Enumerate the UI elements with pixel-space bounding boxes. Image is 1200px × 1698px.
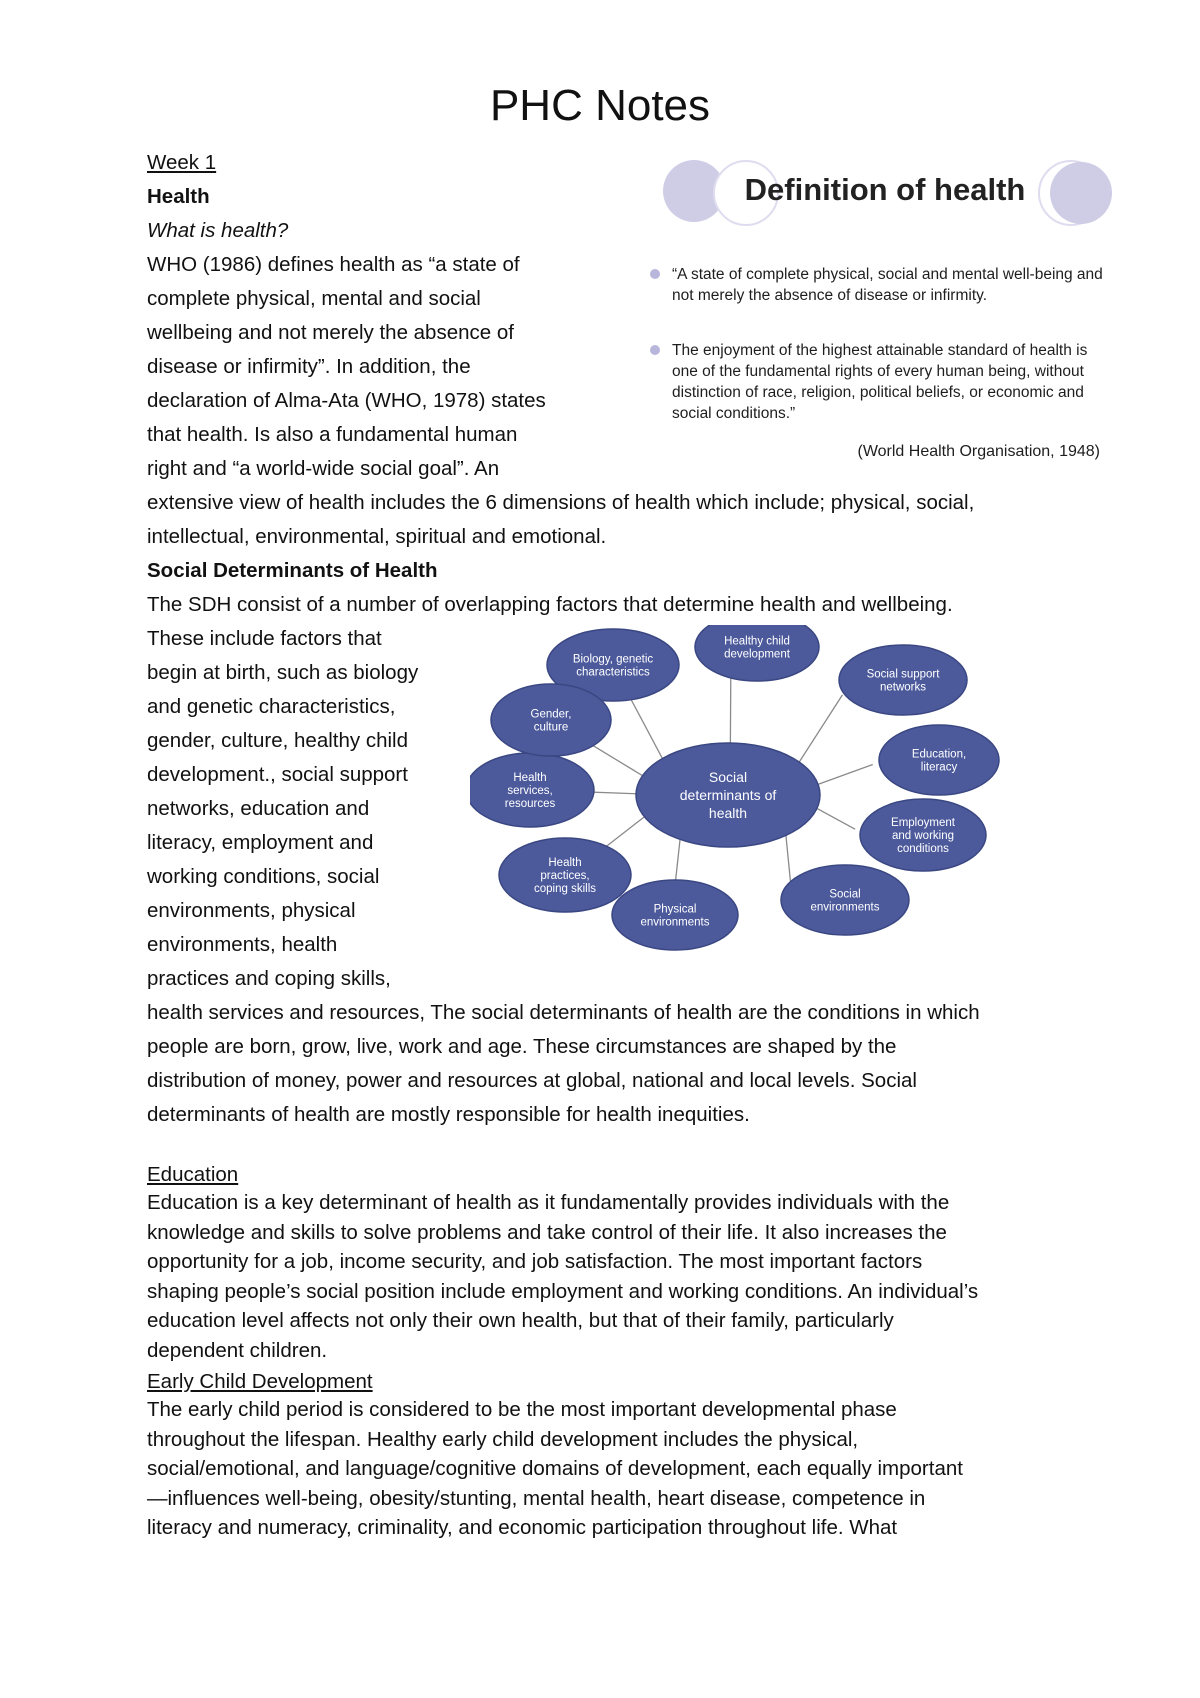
diagram-node-label-line: practices, bbox=[540, 870, 590, 883]
diagram-node-label-line: Biology, genetic bbox=[572, 653, 654, 666]
paragraph-line: networks, education and bbox=[147, 797, 370, 820]
bullet-icon bbox=[650, 345, 660, 355]
slide-citation: (World Health Organisation, 1948) bbox=[857, 443, 1100, 460]
paragraph-line: knowledge and skills to solve problems and take control of their life. It also increases the bbox=[147, 1220, 947, 1244]
health-paragraph-narrow bbox=[147, 248, 627, 486]
diagram-node-label-line: resources bbox=[504, 798, 556, 811]
paragraph-line: and genetic characteristics, bbox=[147, 695, 396, 718]
diagram-connector bbox=[786, 832, 791, 881]
diagram-node-label-line: coping skills bbox=[534, 883, 596, 896]
paragraph-line: literacy, employment and bbox=[147, 831, 374, 854]
week-label: Week 1 bbox=[147, 151, 217, 174]
diagram-node-label-line: Social bbox=[829, 888, 861, 901]
diagram-node-label-line: Employment bbox=[891, 817, 955, 830]
diagram-node-label-line: literacy bbox=[920, 761, 958, 774]
ecd-paragraph bbox=[147, 1395, 1107, 1543]
definition-slide-image bbox=[630, 150, 1110, 475]
health-question: What is health? bbox=[147, 219, 289, 242]
diagram-node-label-line: Physical bbox=[653, 903, 697, 916]
paragraph-line: The early child period is considered to be the most important developmental phase bbox=[147, 1398, 897, 1421]
paragraph-line: health services and resources, The social determinants of health are the conditions in which bbox=[147, 1001, 980, 1024]
paragraph-line: people are born, grow, live, work and age. These circumstances are shaped by the bbox=[147, 1035, 897, 1058]
diagram-node-label-line: services, bbox=[507, 785, 553, 798]
diagram-node-label bbox=[573, 654, 654, 679]
diagram-node-label-line: Health bbox=[548, 857, 582, 870]
paragraph-line: working conditions, social bbox=[147, 865, 380, 888]
diagram-node-label-line: development bbox=[724, 648, 790, 661]
education-heading: Education bbox=[147, 1163, 239, 1186]
diagram-node-label-line: environments bbox=[640, 916, 710, 929]
paragraph-line: social/emotional, and language/cognitive domains of development, each equally important bbox=[147, 1457, 963, 1480]
paragraph-line: environments, physical bbox=[147, 899, 356, 922]
paragraph-line: literacy and numeracy, criminality, and economic participation throughout life. What bbox=[147, 1516, 898, 1539]
slide-bullet bbox=[650, 264, 1105, 306]
paragraph-line: shaping people’s social position include employment and working conditions. An individual’s bbox=[147, 1279, 979, 1303]
page-title: PHC Notes bbox=[489, 81, 711, 130]
paragraph-line: determinants of health are mostly responsible for health inequities. bbox=[147, 1103, 750, 1126]
sdh-heading: Social Determinants of Health bbox=[147, 559, 438, 582]
sdh-diagram bbox=[470, 625, 1030, 985]
paragraph-line: wellbeing and not merely the absence of bbox=[147, 321, 514, 344]
diagram-connector bbox=[814, 765, 873, 786]
diagram-node-label bbox=[724, 636, 791, 661]
diagram-node-label-line: characteristics bbox=[576, 666, 650, 679]
diagram-node-label-line: Social support bbox=[866, 668, 940, 681]
paragraph-line: These include factors that bbox=[147, 627, 382, 650]
paragraph-line: declaration of Alma-Ata (WHO, 1978) states bbox=[147, 389, 546, 412]
paragraph-line: throughout the lifespan. Healthy early child development includes the physical, bbox=[147, 1427, 859, 1451]
diagram-connector bbox=[797, 695, 842, 765]
paragraph-line: education level affects not only their own health, but that of their family, particularly bbox=[147, 1309, 894, 1332]
slide-bullet-text: The enjoyment of the highest attainable standard of health is one of the fundamental rights of every human being, without distinction of race, religion, political beliefs, or economic and social conditions.” bbox=[672, 342, 1088, 422]
diagram-node-label bbox=[531, 709, 572, 734]
paragraph-line: complete physical, mental and social bbox=[147, 287, 481, 310]
health-heading: Health bbox=[147, 185, 210, 208]
diagram-node-label-line: culture bbox=[533, 721, 569, 734]
slide-bullet bbox=[650, 340, 1105, 424]
paragraph-line: that health. Is also a fundamental human bbox=[147, 423, 518, 446]
slide-bullet-text: “A state of complete physical, social and mental well-being and not merely the absence of disease or infirmity. bbox=[672, 266, 1103, 304]
diagram-center-label-line: determinants of bbox=[679, 786, 777, 803]
slide-title: Definition of health bbox=[744, 172, 1026, 207]
paragraph-line: dependent children. bbox=[147, 1338, 328, 1362]
paragraph-line: right and “a world-wide social goal”. An bbox=[147, 457, 500, 480]
sdh-intro: The SDH consist of a number of overlapping factors that determine health and wellbeing. bbox=[147, 593, 953, 616]
sdh-paragraph-full bbox=[147, 996, 1107, 1132]
sdh-paragraph-narrow bbox=[147, 622, 467, 996]
diagram-node-label-line: Healthy child bbox=[724, 635, 790, 648]
paragraph-line: —influences well-being, obesity/stunting, mental health, heart disease, competence in bbox=[147, 1486, 926, 1510]
paragraph-line: distribution of money, power and resources at global, national and local levels. Social bbox=[147, 1069, 917, 1092]
paragraph-line: WHO (1986) defines health as “a state of bbox=[147, 253, 520, 276]
bullet-icon bbox=[650, 269, 660, 279]
diagram-node-label-line: Education, bbox=[911, 748, 967, 761]
diagram-connector bbox=[813, 806, 855, 829]
health-paragraph-full bbox=[147, 486, 1107, 554]
paragraph-line: begin at birth, such as biology bbox=[147, 661, 419, 684]
paragraph-line: intellectual, environmental, spiritual and emotional. bbox=[147, 525, 607, 548]
paragraph-line: gender, culture, healthy child bbox=[147, 729, 408, 752]
paragraph-line: opportunity for a job, income security, and job satisfaction. The most important factors bbox=[147, 1250, 923, 1273]
education-paragraph bbox=[147, 1188, 1107, 1365]
paragraph-line: disease or infirmity”. In addition, the bbox=[147, 355, 471, 378]
diagram-node-label-line: Gender, bbox=[530, 708, 572, 721]
diagram-center-label-line: health bbox=[708, 804, 748, 821]
paragraph-line: Education is a key determinant of health as it fundamentally provides individuals with the bbox=[147, 1191, 950, 1214]
paragraph-line: practices and coping skills, bbox=[147, 967, 391, 990]
diagram-node-label bbox=[891, 817, 956, 855]
diagram-center-label-line: Social bbox=[708, 768, 748, 785]
paragraph-line: extensive view of health includes the 6 dimensions of health which include; physical, social, bbox=[147, 491, 975, 514]
diagram-node-label-line: conditions bbox=[897, 843, 949, 856]
diagram-node-label-line: Health bbox=[513, 772, 547, 785]
paragraph-line: development., social support bbox=[147, 763, 408, 786]
ecd-heading: Early Child Development bbox=[147, 1370, 373, 1393]
diagram-node-label-line: networks bbox=[879, 681, 927, 694]
diagram-node-label-line: and working bbox=[891, 830, 955, 843]
paragraph-line: environments, health bbox=[147, 933, 338, 956]
diagram-node-label-line: environments bbox=[810, 901, 880, 914]
